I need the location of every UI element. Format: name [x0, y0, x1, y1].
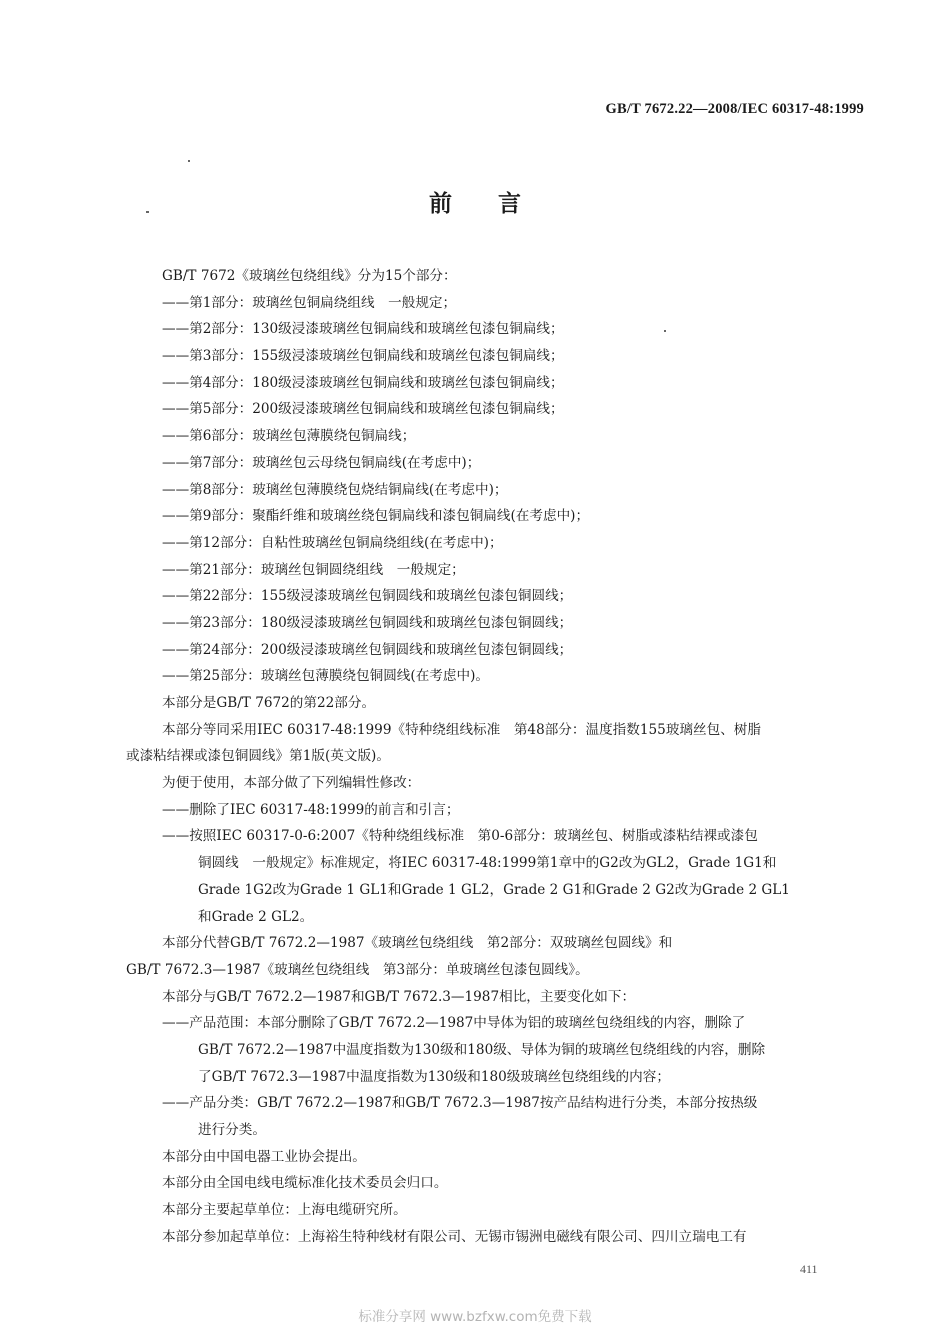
- part-number-paragraph: 本部分是GB/T 7672的第22部分。: [162, 695, 376, 711]
- parts-list-item: ——第22部分：155级浸漆玻璃丝包铜圆线和玻璃丝包漆包铜圆线；: [162, 588, 573, 605]
- change-item-line: 进行分类。: [198, 1122, 266, 1138]
- parts-list: [162, 290, 862, 690]
- editorial-change-item-line: Grade 1G2改为Grade 1 GL1和Grade 1 GL2，Grade 2 G1和Grade 2 G2改为Grade 2 GL1: [198, 881, 790, 898]
- parts-list-item: ——第12部分：自粘性玻璃丝包铜扁绕组线(在考虑中)；: [162, 534, 503, 551]
- adoption-paragraph-line-2: 或漆粘结裸或漆包铜圆线》第1版(英文版)。: [126, 748, 390, 765]
- scan-speck: [188, 160, 190, 162]
- parts-list-item: ——第5部分：200级浸漆玻璃丝包铜扁线和玻璃丝包漆包铜扁线；: [162, 401, 564, 418]
- parts-list-item: ——第8部分：玻璃丝包薄膜绕包烧结铜扁线(在考虑中)；: [162, 481, 508, 498]
- editorial-change-item-line: 铜圆线 一般规定》标准规定，将IEC 60317-48:1999第1章中的G2改为GL2，Grade 1G1和: [198, 855, 777, 872]
- editorial-changes-intro: 为便于使用，本部分做了下列编辑性修改：: [162, 775, 421, 792]
- title-char-2: 言: [498, 191, 521, 217]
- parts-list-item: ——第9部分：聚酯纤维和玻璃丝绕包铜扁线和漆包铜扁线(在考虑中)；: [162, 508, 590, 525]
- editorial-change-item-line: 和Grade 2 GL2。: [198, 908, 314, 925]
- parts-list-item: ——第7部分：玻璃丝包云母绕包铜扁线(在考虑中)；: [162, 454, 481, 471]
- page-number: 411: [800, 1262, 818, 1276]
- foreword-body: [126, 263, 862, 1250]
- standard-code-header: GB/T 7672.22—2008/IEC 60317-48:1999: [605, 101, 864, 117]
- watermark-footer: 标准分享网 www.bzfxw.com免费下载: [358, 1309, 592, 1325]
- main-changes-intro: 本部分与GB/T 7672.2—1987和GB/T 7672.3—1987相比，主要变化如下：: [162, 988, 636, 1005]
- title-char-1: 前: [429, 191, 452, 217]
- parts-list-item: ——第6部分：玻璃丝包薄膜绕包铜扁线；: [162, 428, 416, 445]
- parts-list-item: ——第24部分：200级浸漆玻璃丝包铜圆线和玻璃丝包漆包铜圆线；: [162, 641, 573, 658]
- replacement-paragraph-line-1: 本部分代替GB/T 7672.2—1987《玻璃丝包绕组线 第2部分：双玻璃丝包圆线》和: [162, 935, 673, 952]
- adoption-paragraph-line-1: 本部分等同采用IEC 60317-48:1999《特种绕组线标准 第48部分：温度指数155玻璃丝包、树脂: [162, 721, 761, 738]
- change-item-line: ——产品范围：本部分删除了GB/T 7672.2—1987中导体为铝的玻璃丝包绕组线的内容，删除了: [162, 1015, 746, 1032]
- parts-list-item: ——第3部分：155级浸漆玻璃丝包铜扁线和玻璃丝包漆包铜扁线；: [162, 348, 564, 365]
- parts-list-item: ——第23部分：180级浸漆玻璃丝包铜圆线和玻璃丝包漆包铜圆线；: [162, 614, 573, 631]
- main-drafter-paragraph: 本部分主要起草单位：上海电缆研究所。: [162, 1202, 407, 1219]
- intro-paragraph: GB/T 7672《玻璃丝包绕组线》分为15个部分：: [162, 268, 457, 284]
- proposed-by-paragraph: 本部分由中国电器工业协会提出。: [162, 1148, 366, 1165]
- editorial-change-item: ——删除了IEC 60317-48:1999的前言和引言；: [162, 801, 460, 818]
- centralized-by-paragraph: 本部分由全国电线电缆标准化技术委员会归口。: [162, 1175, 448, 1192]
- parts-list-item: ——第21部分：玻璃丝包铜圆绕组线 一般规定；: [162, 561, 465, 578]
- scan-speck: [664, 330, 666, 332]
- replacement-paragraph-line-2: GB/T 7672.3—1987《玻璃丝包绕组线 第3部分：单玻璃丝包漆包圆线》。: [126, 961, 589, 978]
- parts-list-item: ——第2部分：130级浸漆玻璃丝包铜扁线和玻璃丝包漆包铜扁线；: [162, 321, 564, 338]
- parts-list-item: ——第25部分：玻璃丝包薄膜绕包铜圆线(在考虑中)。: [162, 668, 489, 685]
- change-item-line: GB/T 7672.2—1987中温度指数为130级和180级、导体为铜的玻璃丝包绕组线的内容，删除: [198, 1041, 766, 1058]
- scan-speck: [146, 211, 149, 213]
- change-item-line: 了GB/T 7672.3—1987中温度指数为130级和180级玻璃丝包绕组线的内容；: [198, 1068, 670, 1085]
- parts-list-item: ——第4部分：180级浸漆玻璃丝包铜扁线和玻璃丝包漆包铜扁线；: [162, 374, 564, 391]
- editorial-change-item-line: ——按照IEC 60317-0-6:2007《特种绕组线标准 第0-6部分：玻璃丝包、树脂或漆粘结裸或漆包: [162, 828, 758, 845]
- participants-paragraph: 本部分参加起草单位：上海裕生特种线材有限公司、无锡市锡洲电磁线有限公司、四川立瑞电工有: [162, 1228, 747, 1245]
- parts-list-item: ——第1部分：玻璃丝包铜扁绕组线 一般规定；: [162, 294, 457, 311]
- page-title: [0, 185, 950, 218]
- change-item-line: ——产品分类：GB/T 7672.2—1987和GB/T 7672.3—1987按产品结构进行分类，本部分按热级: [162, 1095, 758, 1112]
